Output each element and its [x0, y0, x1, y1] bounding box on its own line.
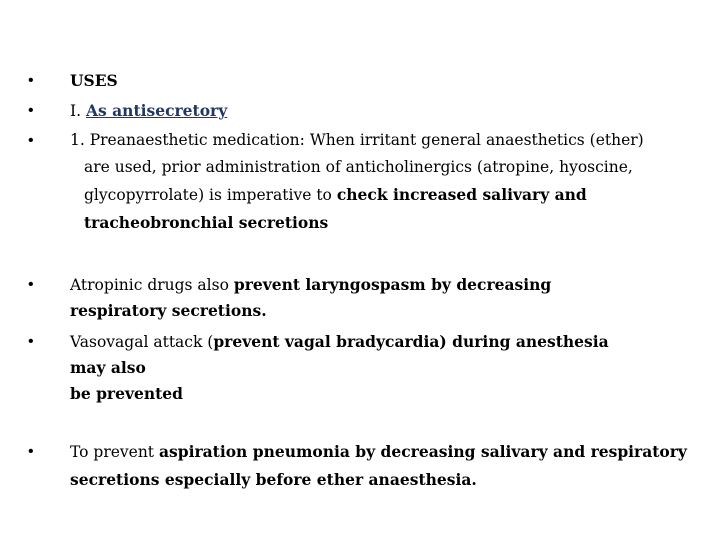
bullet-icon: • [28, 72, 34, 89]
bullet-icon: • [28, 102, 34, 119]
bullet-icon: • [28, 276, 34, 293]
heading-text: USES [70, 71, 118, 90]
item-1-plain: 1. Preanaesthetic medication: When irritant general anaesthetics (ether) are used, prior administration of anticholinergics (atropine, hyoscine, glycopyrrolate) is imperative to [70, 131, 644, 204]
item-2-text [70, 272, 648, 324]
item-3-text [70, 329, 648, 407]
bullet-icon: • [28, 132, 34, 149]
section-text [70, 97, 708, 125]
item-1 [28, 127, 668, 237]
item-4-text [70, 438, 693, 494]
bullet-icon: • [28, 443, 34, 460]
item-4-plain: To prevent [70, 443, 159, 461]
item-1-bold: check increased salivary and tracheobronchial secretions [84, 185, 587, 232]
item-3 [28, 329, 648, 407]
item-1-text [70, 127, 668, 237]
section-prefix: I. [70, 102, 86, 120]
section-title: As antisecretory [85, 101, 228, 120]
item-3-bold: prevent vagal bradycardia) during anesthesia may also [70, 332, 609, 377]
bullet-icon: • [28, 333, 34, 350]
item-3-bold-2: be prevented [70, 384, 183, 403]
item-4 [28, 438, 693, 494]
item-3-plain: Vasovagal attack ( [70, 333, 214, 351]
item-2-bold: prevent laryngospasm by decreasing respiratory secretions. [70, 275, 552, 320]
section-row [28, 97, 708, 125]
heading-row [28, 67, 708, 94]
item-4-bold: aspiration pneumonia by decreasing salivary and respiratory secretions especially before ether anaesthesia. [70, 442, 687, 489]
item-2-plain: Atropinic drugs also [70, 276, 234, 294]
item-2 [28, 272, 648, 324]
